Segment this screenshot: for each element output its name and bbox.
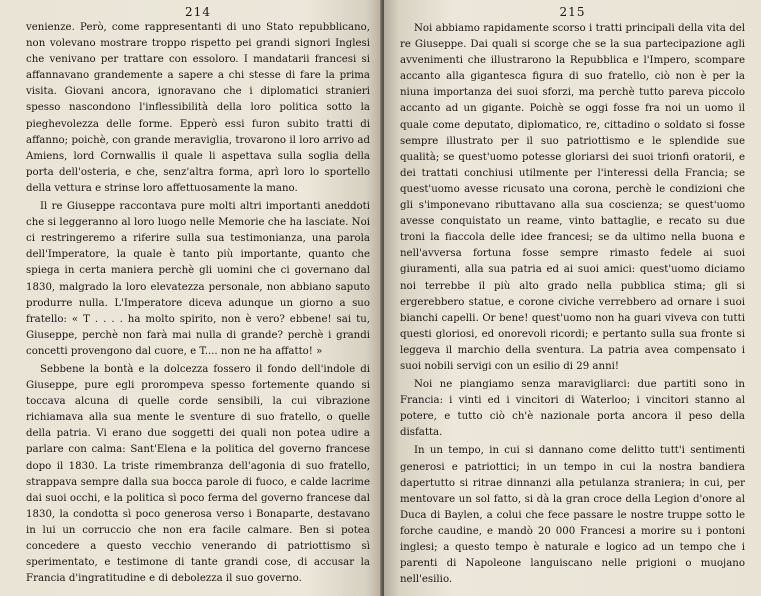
paragraph: In un tempo, in cui si dannano come delitto tutt'i sentimenti generosi e patriottici; in un tempo in cui la nostra bandiera dapertutto si ritrae dinnanzi alla petulanza straniera; in cui, per mentovare un sol fatto, si dà la gran croce della Legion d'onore al Duca di Baylen, a colui che fece passare le nostre truppe sotto le forche caudine, e mandò 20 000 Francesi a morire su i pontoni inglesi; a questo tempo è naturale e logico ad un tempo che i parenti di Napoleone languiscano nelle prigioni o muojano nell'esilio. bbox=[400, 445, 745, 586]
paragraph: venienze. Però, come rappresentanti di uno Stato repubblicano, non volevano mostrare troppo rispetto pei grandi signori Inglesi che venivano per trattare con essoloro. I mandatarii francesi si affannavano grandemente a sapere a chi stesse di fare la prima visita. Giovani ancora, ignoravano che i diplomatici stranieri spesso nascondono l'inflessibilità della loro politica sotto la pieghevolezza delle forme. Epperò essi furon subito tratti di affanno; poichè, con grande meraviglia, trovarono il loro arrivo ad Amiens, lord Cornwallis il quale li aspettava sulla soglia della porta dell'osteria, e che, senz'altra forma, aprì loro lo sportello della vettura e strinse loro affettuosamente la mano. bbox=[26, 22, 370, 194]
paragraph: Sebbene la bontà e la dolcezza fossero il fondo dell'indole di Giuseppe, pure egli prorompeva spesso fortemente quando si toccava alcuna di quelle corde sensibili, la cui vibrazione richiamava alla sua mente le sventure di suo fratello, o quelle della patria. Vi erano due soggetti dei quali non potea udire a parlare con calma: Sant'Elena e la politica del governo francese dopo il 1830. La triste rimembranza dell'agonia di suo fratello, strappava sempre dalla sua bocca parole di fuoco, e calde lacrime dai suoi occhi, e la politica sì poco ferma del governo francese dal 1830, la condotta sì poco generosa verso i Bonaparte, destavano in lui un corruccio che non era facile calmare. Ben si potea concedere a questo vecchio venerando di patriottismo sì sperimentato, e testimone di tante grandi cose, di accusar la Francia d'ingratitudine e di debolezza il suo governo. bbox=[26, 363, 370, 585]
paragraph: Il re Giuseppe raccontava pure molti altri importanti aneddoti che si leggeranno al loro luogo nelle Memorie che ha lasciate. Noi ci restringeremo a riferire sulla sua testimonianza, una parola dell'Imperatore, la quale è tanto più importante, quanto che spiega in certa maniera perchè gli uomini che ci governano dal 1830, malgrado la loro elevatezza personale, non abbiano saputo produrre nulla. L'Imperatore diceva adunque un giorno a suo fratello: « T . . . . ha molto spirito, non è vero? ebbene! sai tu, Giuseppe, perchè non farà mai nulla di grande? perchè i grandi concetti provengono dal cuore, e T.... non ne ha affatto! » bbox=[26, 201, 370, 357]
left-page-text bbox=[26, 20, 370, 587]
right-page bbox=[384, 0, 761, 596]
page-number-right: 215 bbox=[559, 5, 586, 19]
page-number-left: 214 bbox=[185, 5, 211, 19]
paragraph: Noi ne piangiamo senza maravigliarci: due partiti sono in Francia: i vinti ed i vincitori di Waterloo; i vincitori stanno al potere, e tutto ciò ch'è nazionale porta ancora il peso della disfatta. bbox=[400, 379, 745, 439]
paragraph: Noi abbiamo rapidamente scorso i tratti principali della vita del re Giuseppe. Dai quali si scorge che se la sua partecipazione agli avvenimenti che illustrarono la Repubblica e l'Impero, scompare accanto alla gigantesca figura di suo fratello, ciò non è per la niuna importanza dei suoi sforzi, ma perchè tutto pareva piccolo accanto ad un gigante. Poichè se oggi fosse fra noi un uomo il quale come deputato, diplomatico, re, cittadino o soldato si fosse sempre illustrato per il suo patriottismo e le splendide sue qualità; se quest'uomo potesse gloriarsi dei suoi trionfi oratorii, e dei trattati conchiusi utilmente per l'interessi della Francia; se quest'uomo avesse ricusato una corona, perchè le condizioni che gli s'imponevano ributtavano alla sua coscienza; se quest'uomo avesse conquistato un reame, vinto battaglie, e recato su due troni la fiaccola delle idee francesi; se da ultimo nella buona e nell'avversa fortuna fosse sempre rimasto fedele ai suoi giuramenti, alla sua patria ed ai suoi amici: quest'uomo diciamo noi terrebbe il più alto grado nella pubblica stima; gli si ergerebbero statue, e corone civiche verrebbero ad ornare i suoi bianchi capelli. Or bene! quest'uomo non ha guari viveva con tutti questi gloriosi, ed onorevoli ricordi; e pertanto sulla sua fronte si leggeva il marchio della sventura. La patria avea compensato i suoi nobili servigi con un esilio di 29 anni! bbox=[400, 23, 745, 372]
right-page-text bbox=[400, 21, 745, 588]
